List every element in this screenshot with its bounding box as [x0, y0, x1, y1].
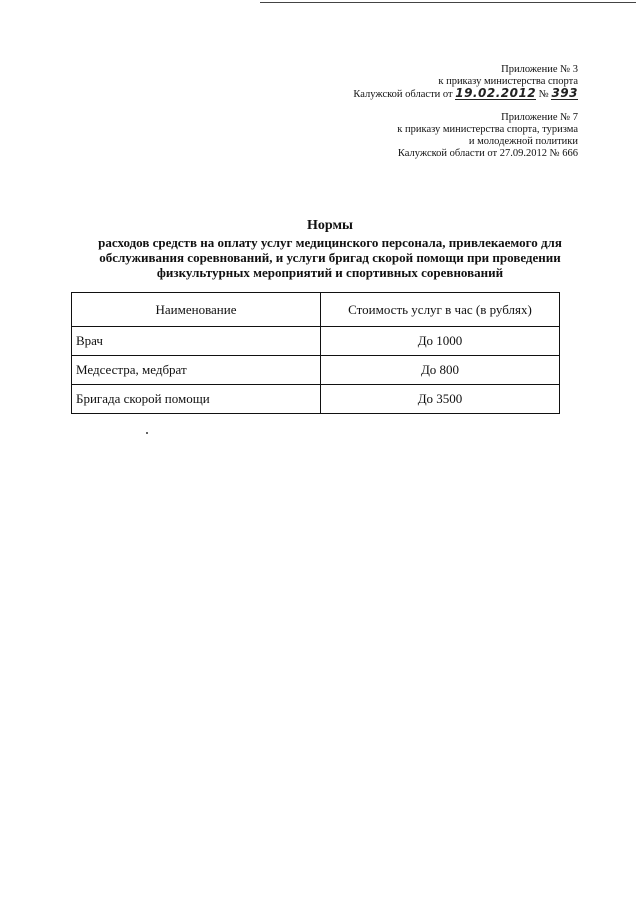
top-border-line — [260, 2, 636, 3]
table-row — [72, 385, 560, 414]
document-heading — [60, 218, 600, 280]
document-subtitle: расходов средств на оплату услуг медицинского персонала, привлекаемого для обслуживания соревнований, и услуги бригад скорой помощи при проведении физкультурных мероприятий и спортивных соревнований — [98, 235, 562, 280]
number-sign: № — [538, 89, 549, 100]
row-name: Врач — [72, 327, 321, 356]
appendix-3-date-line — [353, 88, 578, 101]
norms-table — [71, 292, 560, 414]
appendix-7-order: к приказу министерства спорта, туризма — [397, 124, 578, 135]
appendix-3-region: Калужской области от — [353, 89, 453, 100]
appendix-7-date: Калужской области от 27.09.2012 № 666 — [397, 148, 578, 159]
appendix-3-title: Приложение № 3 — [501, 64, 578, 75]
row-cost: До 1000 — [321, 327, 560, 356]
appendix-7-policy: и молодежной политики — [468, 136, 578, 147]
appendix-3-order: к приказу министерства спорта — [438, 76, 578, 87]
document-title: Нормы — [307, 218, 353, 233]
row-name: Бригада скорой помощи — [72, 385, 321, 414]
handwritten-number: 393 — [551, 86, 578, 100]
handwritten-date: 19.02.2012 — [455, 86, 537, 100]
row-name: Медсестра, медбрат — [72, 356, 321, 385]
appendix-7-block — [397, 112, 578, 160]
row-cost: До 800 — [321, 356, 560, 385]
appendix-3-block — [353, 64, 578, 101]
header-cost: Стоимость услуг в час (в рублях) — [321, 293, 560, 327]
appendix-7-title: Приложение № 7 — [501, 112, 578, 123]
header-name: Наименование — [72, 293, 321, 327]
table-row — [72, 327, 560, 356]
row-cost: До 3500 — [321, 385, 560, 414]
table-row — [72, 356, 560, 385]
stray-mark — [146, 432, 148, 434]
table-header-row — [72, 293, 560, 327]
